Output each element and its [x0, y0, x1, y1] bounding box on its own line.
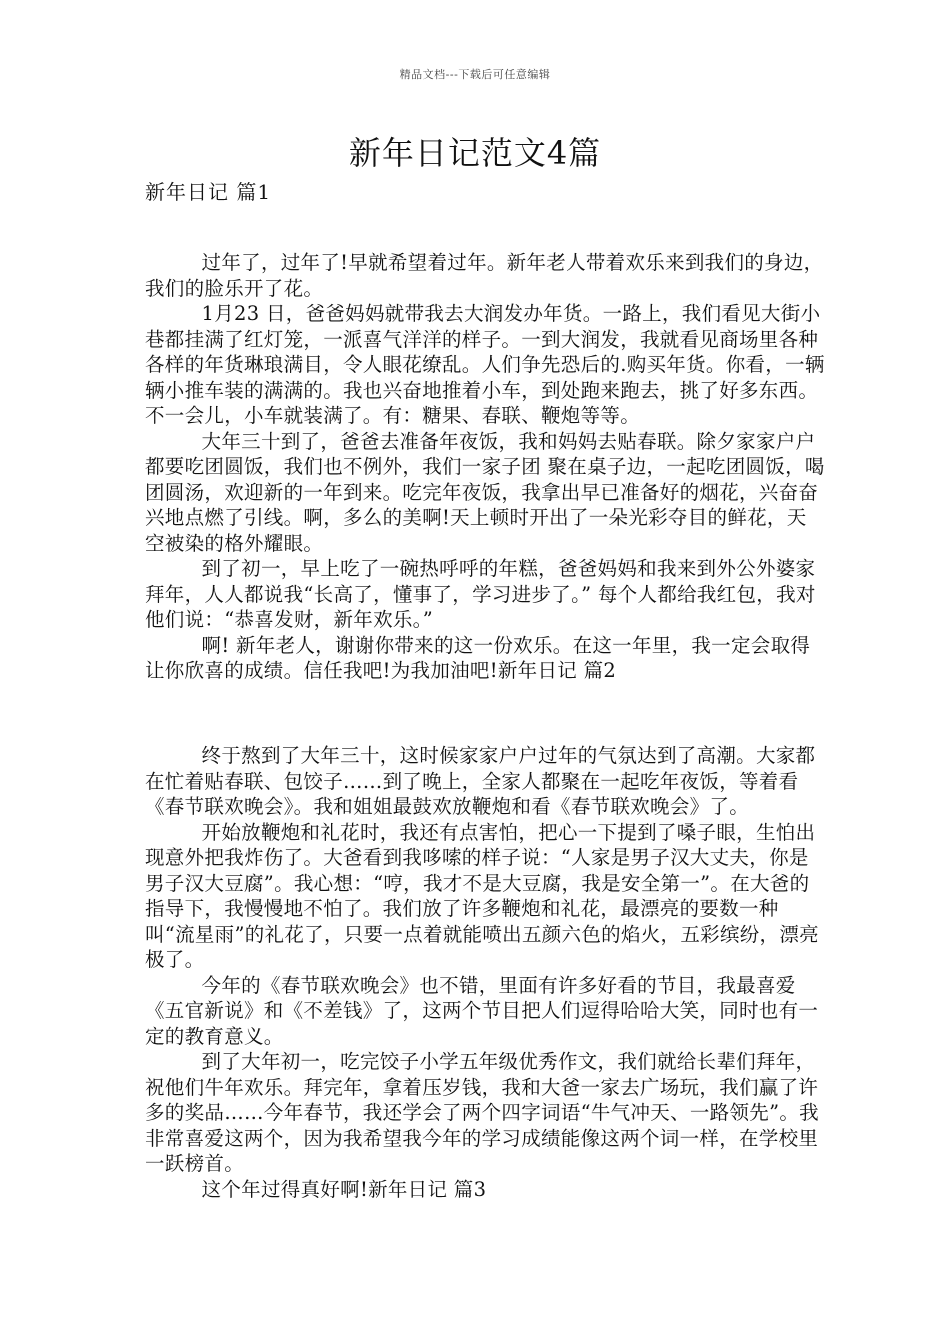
section-1-heading: 新年日记 篇1 [145, 180, 272, 204]
header-note: 精品文档---下载后可任意编辑 [399, 68, 551, 81]
paragraph: 到了初一，早上吃了一碗热呼呼的年糕，爸爸妈妈和我来到外公外婆家拜年，人人都说我“长高了，懂事了，学习进步了。” 每个人都给我红包，我对他们说：“恭喜发财，新年欢乐。” [145, 557, 816, 631]
paragraph: 过年了，过年了!早就希望着过年。新年老人带着欢乐来到我们的身边，我们的脸乐开了花。 [145, 251, 824, 300]
paragraph: 到了大年初一，吃完饺子小学五年级优秀作文，我们就给长辈们拜年，祝他们牛年欢乐。拜完年，拿着压岁钱，我和大爸一家去广场玩，我们赢了许多的奖品……今年春节，我还学会了两个四字词语“牛气冲天、一路领先”。我非常喜爱这两个，因为我希望我今年的学习成绩能像这两个词一样，在学校里一跃榜首。 [145, 1050, 819, 1175]
paragraph: 大年三十到了，爸爸去准备年夜饭，我和妈妈去贴春联。除夕家家户户都要吃团圆饭，我们也不例外，我们一家子团 聚在桌子边，一起吃团圆饭，喝团圆汤，欢迎新的一年到来。吃完年夜饭，我拿出早已准备好的烟花，兴奋奋兴地点燃了引线。啊，多么的美啊!天上顿时开出了一朵光彩夺目的鲜花，天空被染的格外耀眼。 [145, 429, 825, 555]
section-1-body [145, 250, 825, 684]
paragraph: 这个年过得真好啊!新年日记 篇3 [201, 1177, 487, 1201]
document-title: 新年日记范文4篇 [348, 134, 602, 172]
paragraph: 开始放鞭炮和礼花时，我还有点害怕，把心一下提到了嗓子眼，生怕出现意外把我炸伤了。大爸看到我哆嗦的样子说：“人家是男子汉大丈夫，你是男子汉大豆腐”。我心想：“哼，我才不是大豆腐，我是安全第一”。在大爸的指导下，我慢慢地不怕了。我们放了许多鞭炮和礼花，最漂亮的要数一种叫“流星雨”的礼花了，只要一点着就能喷出五颜六色的焰火，五彩缤纷，漂亮极了。 [145, 820, 819, 971]
paragraph: 今年的《春节联欢晚会》也不错，里面有许多好看的节目，我最喜爱《五官新说》和《不差钱》了，这两个节目把人们逗得哈哈大笑，同时也有一定的教育意义。 [145, 973, 819, 1048]
paragraph: 1月23 日，爸爸妈妈就带我去大润发办年货。一路上，我们看见大街小巷都挂满了红灯笼，一派喜气洋洋的样子。一到大润发，我就看见商场里各种各样的年货琳琅满目，令人眼花缭乱。人们争先恐后的.购买年货。你看，一辆辆小推车装的满满的。我也兴奋地推着小车，到处跑来跑去，挑了好多东西。不一会儿，小车就装满了。有：糖果、春联、鞭炮等等。 [145, 302, 825, 427]
paragraph: 终于熬到了大年三十，这时候家家户户过年的气氛达到了高潮。大家都在忙着贴春联、包饺子……到了晚上，全家人都聚在一起吃年夜饭，等着看《春节联欢晚会》。我和姐姐最鼓欢放鞭炮和看《春节联欢晚会》了。 [145, 744, 816, 818]
paragraph: 啊! 新年老人，谢谢你带来的这一份欢乐。在这一年里，我一定会取得让你欣喜的成绩。信任我吧!为我加油吧!新年日记 篇2 [145, 633, 811, 682]
section-2-body [145, 743, 825, 1202]
